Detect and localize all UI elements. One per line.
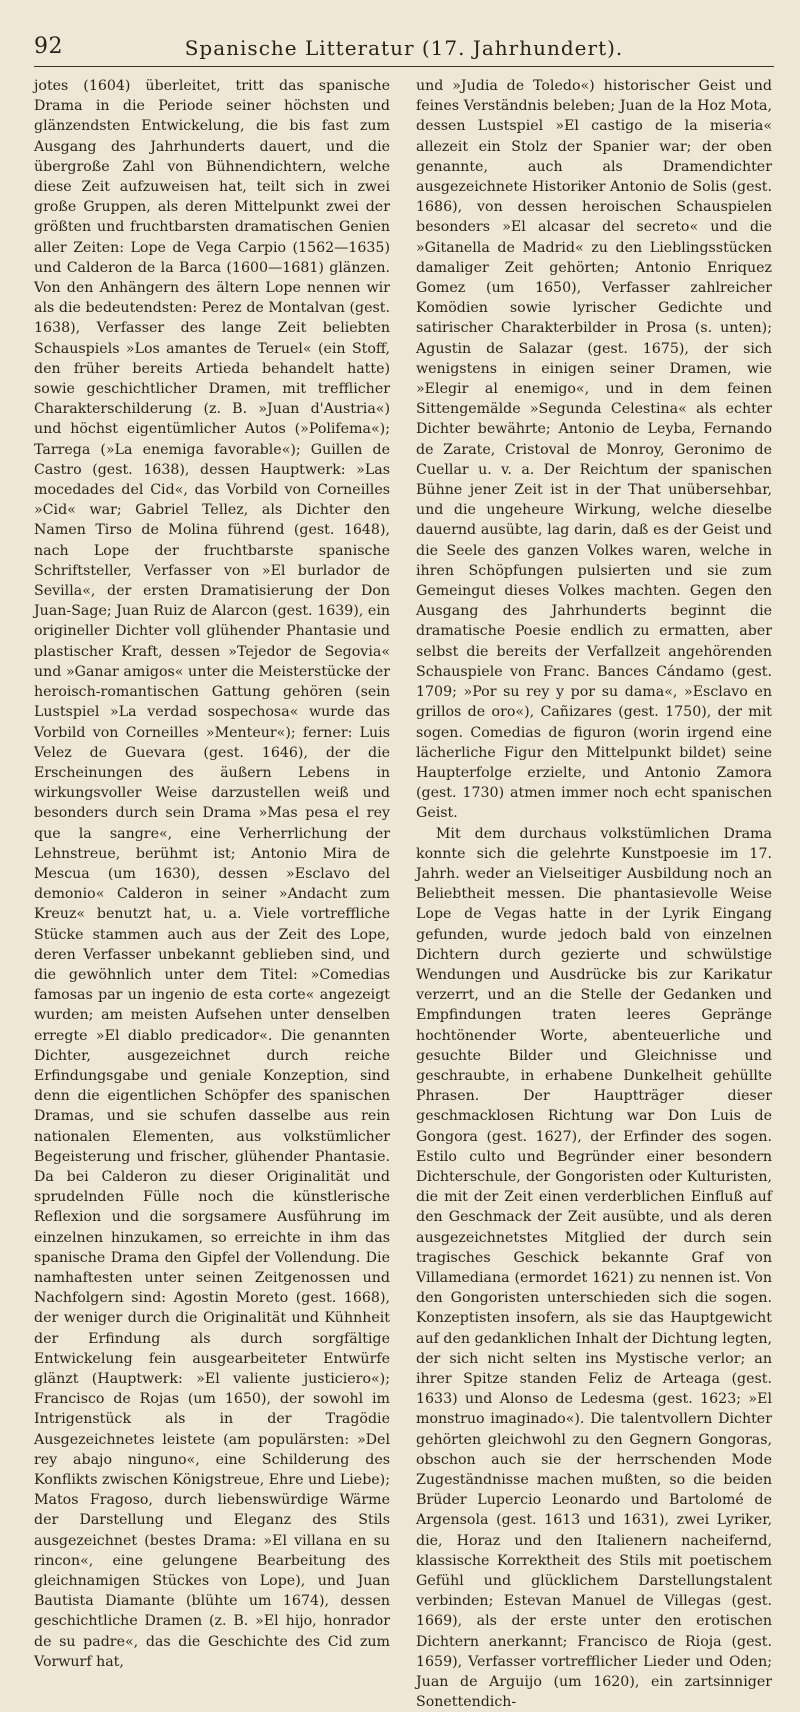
header-rule xyxy=(34,66,774,67)
right-column-paragraph: Mit dem durchaus volkstümlichen Drama konnte sich die gelehrte Kunstpoesie im 17. Jahrh. weder an Vielseitiger Ausbildung noch an Beliebtheit messen. Die phantasievolle Weise Lope de Vegas hatte in der Lyrik Eingang gefunden, wurde jedoch bald von einzelnen Dichtern durch gezierte und schwülstige Wendungen und Ausdrücke bis zur Karikatur verzerrt, und an die Stelle der Gedanken und Empfindungen traten leeres Gepränge hochtönender Worte, abenteuerliche und gesuchte Bilder und Gleichnisse und geschraubte, in erhabene Dunkelheit gehüllte Phrasen. Der Hauptträger dieser geschmacklosen Richtung war Don Luis de Gongora (gest. 1627), der Erfinder des sogen. Estilo culto und Begründer einer besondern Dichterschule, der Gongoristen oder Kulturisten, die mit der Zeit einen verderblichen Einfluß auf den Geschmack der Zeit ausübte, und als deren ausgezeichnetstes Mitglied der durch sein tragisches Geschick bekannte Graf von Villamediana (ermordet 1621) zu nennen ist. Von den Gongoristen unterschieden sich die sogen. Konzeptisten insofern, als sie das Hauptgewicht auf den gedanklichen Inhalt der Dichtung legten, der sich nicht selten ins Mystische verlor; an ihrer Spitze standen Feliz de Arteaga (gest. 1633) und Alonso de Ledesma (gest. 1623; »El monstruo imaginado«). Die talentvollern Dichter gehörten gleichwohl zu den Gegnern Gongoras, obschon auch sie der herrschenden Mode Zugeständnisse machen mußten, so die beiden Brüder Lupercio Leonardo und Bartolomé de Argensola (gest. 1613 und 1631), zwei Lyriker, die, Horaz und den Italienern nacheifernd, klassische Korrektheit des Stils mit poetischem Gefühl und glücklichem Darstellungstalent verbinden; Estevan Manuel de Villegas (gest. 1669), als der erste unter den erotischen Dichtern anerkannt; Francisco de Rioja (gest. 1659), Verfasser vortrefflicher Lieder und Oden; Juan de Arguijo (um 1620), ein zartsinniger Sonettendich- xyxy=(416,825,772,1711)
right-column-text: und »Judia de Toledo«) historischer Geist und feines Verständnis beleben; Juan de la Hoz Mota, dessen Lustspiel »El castigo de la miseria« allezeit ein Stolz der Spanier war; der oben genannte, auch als Dramendichter ausgezeichnete Historiker Antonio de Solis (gest. 1686), von dessen heroischen Schauspielen besonders »El alcasar del secreto« und die »Gitanella de Madrid« zu den Lieblingsstücken damaliger Zeit gehörten; Antonio Enriquez Gomez (um 1650), Verfasser zahlreicher Komödien sowie lyrischer Gedichte und satirischer Charakterbilder in Prosa (s. unten); Agustin de Salazar (gest. 1675), der sich wenigstens in einigen seiner Dramen, wie »Elegir al enemigo«, und in dem feinen Sittengemälde »Segunda Celestina« als echter Dichter bewährte; Antonio de Leyba, Fernando de Zarate, Cristoval de Monroy, Geronimo de Cuellar u. v. a. Der Reichtum der spanischen Bühne jener Zeit ist in der That unübersehbar, und die ungeheure Wirkung, welche dieselbe dauernd ausübte, lag darin, daß es der Geist und die Seele des ganzen Volkes waren, welche in ihren Schöpfungen pulsierten und sie zum Gemeingut dieses Volkes machten. Gegen den Ausgang des Jahrhunderts beginnt die dramatische Poesie endlich zu ermatten, aber selbst die bereits der Verfallzeit angehörenden Schauspiele von Franc. Bances Cándamo (gest. 1709; »Por su rey y por su dama«, »Esclavo en grillos de oro«), Cañizares (gest. 1750), der mit sogen. Comedias de figuron (worin irgend eine lächerliche Figur den Mittelpunkt bildet) seine Haupterfolge erzielte, und Antonio Zamora (gest. 1730) atmen immer noch echt spanischen Geist. xyxy=(416,78,772,822)
page-header xyxy=(34,28,774,68)
page-number: 92 xyxy=(34,34,63,59)
left-column-text: jotes (1604) überleitet, tritt das spanische Drama in die Periode seiner höchsten und glänzendsten Entwickelung, die bis fast zum Ausgang des Jahrhunderts dauert, und die übergroße Zahl von Bühnendichtern, welche diese Zeit aufzuweisen hat, teilt sich in zwei große Gruppen, als deren Mittelpunkt zwei der größten und fruchtbarsten dramatischen Genien aller Zeiten: Lope de Vega Carpio (1562—1635) und Calderon de la Barca (1600—1681) glänzen. Von den Anhängern des ältern Lope nennen wir als die bedeutendsten: Perez de Montalvan (gest. 1638), Verfasser des lange Zeit beliebten Schauspiels »Los amantes de Teruel« (ein Stoff, den früher bereits Artieda behandelt hatte) sowie geschichtlicher Dramen, mit trefflicher Charakterschilderung (z. B. »Juan d'Austria«) und höchst eigentümlicher Autos (»Polifema«); Tarrega (»La enemiga favorable«); Guillen de Castro (gest. 1638), dessen Hauptwerk: »Las mocedades del Cid«, das Vorbild von Corneilles »Cid« war; Gabriel Tellez, als Dichter den Namen Tirso de Molina führend (gest. 1648), nach Lope der fruchtbarste spanische Schriftsteller, Verfasser von »El burlador de Sevilla«, der ersten Dramatisierung der Don Juan-Sage; Juan Ruiz de Alarcon (gest. 1639), ein origineller Dichter voll glühender Phantasie und plastischer Kraft, dessen »Tejedor de Segovia« und »Ganar amigos« unter die Meisterstücke der heroisch-romantischen Gattung gehören (sein Lustspiel »La verdad sospechosa« wurde das Vorbild von Corneilles »Menteur«); ferner: Luis Velez de Guevara (gest. 1646), der die Erscheinungen des äußern Lebens in wirkungsvoller Weise darzustellen weiß und besonders durch sein Drama »Mas pesa el rey que la sangre«, eine Verherrlichung der Lehnstreue, berühmt ist; Antonio Mira de Mescua (um 1630), dessen »Esclavo del demonio« Calderon in seiner »Andacht zum Kreuz« benutzt hat, u. a. Viele vortreffliche Stücke stammen auch aus der Zeit des Lope, deren Verfasser unbekannt geblieben sind, und die gewöhnlich unter dem Titel: »Comedias famosas par un ingenio de esta corte« angezeigt wurden; am meisten Aufsehen unter denselben erregte »El diablo predicador«. Die genannten Dichter, ausgezeichnet durch reiche Erfindungsgabe und geniale Konzeption, sind denn die eigentlichen Schöpfer des spanischen Dramas, und sie schufen dasselbe aus rein nationalen Elementen, aus volkstümlicher Begeisterung und frischer, glühender Phantasie. Da bei Calderon zu dieser Originalität und sprudelnden Fülle noch die künstlerische Reflexion und die sorgsamere Ausführung im einzelnen hinzukamen, so erreichte in ihm das spanische Drama den Gipfel der Vollendung. Die namhaftesten unter seinen Zeitgenossen und Nachfolgern sind: Agostin Moreto (gest. 1668), der weniger durch die Originalität und Kühnheit der Erfindung als durch sorgfältige Entwickelung fein ausgearbeiteter Entwürfe glänzt (Hauptwerk: »El valiente justiciero«); Francisco de Rojas (um 1650), der sowohl im Intrigenstück als in der Tragödie Ausgezeichnetes leistete (am populärsten: »Del rey abajo ninguno«, eine Schilderung des Konflikts zwischen Königstreue, Ehre und Liebe); Matos Fragoso, durch liebenswürdige Wärme der Darstellung und Eleganz des Stils ausgezeichnet (bestes Drama: »El villana en su rincon«, eine gelungene Bearbeitung des gleichnamigen Stückes von Lope), und Juan Bautista Diamante (blühte um 1674), dessen geschichtliche Dramen (z. B. »El hijo, honrador de su padre«, das die Geschichte des Cid zum Vorwurf hat, xyxy=(34,78,390,1670)
right-column xyxy=(416,76,772,1711)
left-column xyxy=(34,76,390,1670)
running-title: Spanische Litteratur (17. Jahrhundert). xyxy=(184,36,624,60)
